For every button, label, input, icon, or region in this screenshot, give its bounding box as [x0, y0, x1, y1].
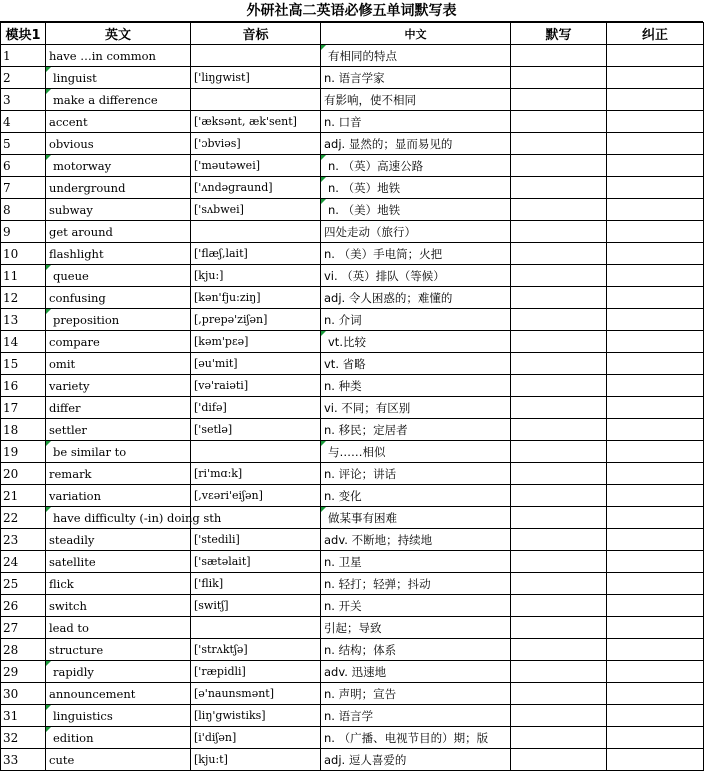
correction-cell[interactable] — [607, 595, 704, 617]
dictation-cell[interactable] — [511, 177, 607, 199]
table-row — [1, 573, 704, 595]
english-cell[interactable]: announcement — [46, 683, 191, 705]
correction-cell[interactable] — [607, 661, 704, 683]
row-number-cell[interactable]: 6 — [1, 155, 46, 177]
phonetic-cell[interactable] — [191, 441, 321, 463]
header-row — [1, 23, 704, 45]
dictation-cell[interactable] — [511, 463, 607, 485]
chinese-cell[interactable]: vt. 省略 — [321, 353, 511, 375]
table-row — [1, 419, 704, 441]
chinese-cell[interactable]: vi. 不同；有区别 — [321, 397, 511, 419]
chinese-cell[interactable]: 与……相似 — [321, 441, 511, 463]
table-row — [1, 177, 704, 199]
chinese-cell[interactable]: n. （美）地铁 — [321, 199, 511, 221]
phonetic-cell[interactable]: ['ʌndəɡraund] — [191, 177, 321, 199]
correction-cell[interactable] — [607, 67, 704, 89]
chinese-cell[interactable]: n. （英）高速公路 — [321, 155, 511, 177]
phonetic-cell[interactable]: ['ræpidli] — [191, 661, 321, 683]
phonetic-cell[interactable]: [liŋ'gwistiks] — [191, 705, 321, 727]
correction-cell[interactable] — [607, 705, 704, 727]
chinese-cell[interactable]: 有相同的特点 — [321, 45, 511, 67]
dictation-cell[interactable] — [511, 551, 607, 573]
chinese-cell[interactable]: 四处走动（旅行） — [321, 221, 511, 243]
table-row — [1, 683, 704, 705]
table-row — [1, 199, 704, 221]
row-number-cell[interactable]: 10 — [1, 243, 46, 265]
english-cell[interactable]: structure — [46, 639, 191, 661]
english-cell[interactable]: have …in common — [46, 45, 191, 67]
phonetic-cell[interactable]: ['æksənt, æk'sent] — [191, 111, 321, 133]
dictation-cell[interactable] — [511, 705, 607, 727]
correction-cell[interactable] — [607, 441, 704, 463]
correction-cell[interactable] — [607, 727, 704, 749]
row-number-cell[interactable]: 1 — [1, 45, 46, 67]
english-cell[interactable]: queue — [46, 265, 191, 287]
phonetic-cell[interactable]: ['difə] — [191, 397, 321, 419]
chinese-cell[interactable]: n. 卫星 — [321, 551, 511, 573]
row-number-cell[interactable]: 25 — [1, 573, 46, 595]
dictation-cell[interactable] — [511, 199, 607, 221]
header-module[interactable]: 模块1 — [1, 23, 46, 45]
row-number-cell[interactable]: 20 — [1, 463, 46, 485]
row-number-cell[interactable]: 22 — [1, 507, 46, 529]
phonetic-cell[interactable]: [switʃ] — [191, 595, 321, 617]
english-cell[interactable]: have difficulty (-in) doing sth — [46, 507, 191, 529]
english-cell[interactable]: underground — [46, 177, 191, 199]
correction-cell[interactable] — [607, 375, 704, 397]
chinese-cell[interactable]: n. 移民；定居者 — [321, 419, 511, 441]
chinese-cell[interactable]: n. 评论；讲话 — [321, 463, 511, 485]
row-number-cell[interactable]: 3 — [1, 89, 46, 111]
english-cell[interactable]: remark — [46, 463, 191, 485]
english-cell[interactable]: compare — [46, 331, 191, 353]
correction-cell[interactable] — [607, 199, 704, 221]
phonetic-cell[interactable] — [191, 89, 321, 111]
header-dictation[interactable]: 默写 — [511, 23, 607, 45]
table-row — [1, 287, 704, 309]
table-row — [1, 375, 704, 397]
row-number-cell[interactable]: 12 — [1, 287, 46, 309]
correction-cell[interactable] — [607, 309, 704, 331]
chinese-cell[interactable]: n. 变化 — [321, 485, 511, 507]
english-cell[interactable]: linguistics — [46, 705, 191, 727]
table-row — [1, 221, 704, 243]
chinese-cell[interactable]: n. 声明；宣告 — [321, 683, 511, 705]
table-row — [1, 463, 704, 485]
correction-cell[interactable] — [607, 639, 704, 661]
chinese-cell[interactable]: n. （广播、电视节目的）期；版 — [321, 727, 511, 749]
correction-cell[interactable] — [607, 45, 704, 67]
english-cell[interactable]: preposition — [46, 309, 191, 331]
chinese-cell[interactable]: adj. 显然的；显而易见的 — [321, 133, 511, 155]
row-number-cell[interactable]: 18 — [1, 419, 46, 441]
correction-cell[interactable] — [607, 133, 704, 155]
phonetic-cell[interactable]: ['sʌbwei] — [191, 199, 321, 221]
phonetic-cell[interactable]: ['məutəwei] — [191, 155, 321, 177]
row-number-cell[interactable]: 33 — [1, 749, 46, 771]
english-cell[interactable]: subway — [46, 199, 191, 221]
english-cell[interactable]: steadily — [46, 529, 191, 551]
table-row — [1, 639, 704, 661]
phonetic-cell[interactable]: [,vɛəri'eiʃən] — [191, 485, 321, 507]
row-number-cell[interactable]: 9 — [1, 221, 46, 243]
dictation-cell[interactable] — [511, 155, 607, 177]
row-number-cell[interactable]: 23 — [1, 529, 46, 551]
dictation-cell[interactable] — [511, 661, 607, 683]
english-cell[interactable]: accent — [46, 111, 191, 133]
english-cell[interactable]: variation — [46, 485, 191, 507]
row-number-cell[interactable]: 4 — [1, 111, 46, 133]
chinese-cell[interactable]: n. （美）手电筒；火把 — [321, 243, 511, 265]
dictation-cell[interactable] — [511, 243, 607, 265]
correction-cell[interactable] — [607, 463, 704, 485]
correction-cell[interactable] — [607, 507, 704, 529]
row-number-cell[interactable]: 19 — [1, 441, 46, 463]
phonetic-cell[interactable]: [kju:t] — [191, 749, 321, 771]
english-cell[interactable]: flashlight — [46, 243, 191, 265]
dictation-cell[interactable] — [511, 111, 607, 133]
dictation-cell[interactable] — [511, 331, 607, 353]
row-number-cell[interactable]: 8 — [1, 199, 46, 221]
english-cell[interactable]: confusing — [46, 287, 191, 309]
dictation-cell[interactable] — [511, 617, 607, 639]
correction-cell[interactable] — [607, 89, 704, 111]
chinese-cell[interactable]: n. 介词 — [321, 309, 511, 331]
table-row — [1, 551, 704, 573]
chinese-cell[interactable]: 做某事有困难 — [321, 507, 511, 529]
dictation-cell[interactable] — [511, 89, 607, 111]
dictation-cell[interactable] — [511, 309, 607, 331]
sheet-title: 外研社高二英语必修五单词默写表 — [0, 0, 703, 22]
correction-cell[interactable] — [607, 353, 704, 375]
row-number-cell[interactable]: 17 — [1, 397, 46, 419]
english-cell[interactable]: lead to — [46, 617, 191, 639]
table-row — [1, 595, 704, 617]
correction-cell[interactable] — [607, 397, 704, 419]
phonetic-cell[interactable]: ['ɔbviəs] — [191, 133, 321, 155]
phonetic-cell[interactable]: [kəm'pɛə] — [191, 331, 321, 353]
correction-cell[interactable] — [607, 419, 704, 441]
english-cell[interactable]: variety — [46, 375, 191, 397]
english-cell[interactable]: edition — [46, 727, 191, 749]
phonetic-cell[interactable]: [ə'naunsmənt] — [191, 683, 321, 705]
header-chinese[interactable]: 中文 — [321, 23, 511, 45]
english-cell[interactable]: satellite — [46, 551, 191, 573]
chinese-cell[interactable]: adv. 不断地；持续地 — [321, 529, 511, 551]
dictation-cell[interactable] — [511, 683, 607, 705]
row-number-cell[interactable]: 16 — [1, 375, 46, 397]
table-row — [1, 661, 704, 683]
phonetic-cell[interactable]: ['stedili] — [191, 529, 321, 551]
table-row — [1, 705, 704, 727]
english-cell[interactable]: rapidly — [46, 661, 191, 683]
dictation-cell[interactable] — [511, 287, 607, 309]
dictation-cell[interactable] — [511, 573, 607, 595]
dictation-cell[interactable] — [511, 749, 607, 771]
dictation-cell[interactable] — [511, 639, 607, 661]
row-number-cell[interactable]: 30 — [1, 683, 46, 705]
chinese-cell[interactable]: n. 口音 — [321, 111, 511, 133]
english-cell[interactable]: linguist — [46, 67, 191, 89]
row-number-cell[interactable]: 2 — [1, 67, 46, 89]
table-row — [1, 749, 704, 771]
row-number-cell[interactable]: 29 — [1, 661, 46, 683]
chinese-cell[interactable]: n. 语言学家 — [321, 67, 511, 89]
dictation-cell[interactable] — [511, 595, 607, 617]
phonetic-cell[interactable] — [191, 45, 321, 67]
table-row — [1, 507, 704, 529]
correction-cell[interactable] — [607, 573, 704, 595]
correction-cell[interactable] — [607, 331, 704, 353]
row-number-cell[interactable]: 15 — [1, 353, 46, 375]
correction-cell[interactable] — [607, 617, 704, 639]
header-english[interactable]: 英文 — [46, 23, 191, 45]
dictation-cell[interactable] — [511, 529, 607, 551]
dictation-cell[interactable] — [511, 67, 607, 89]
table-row — [1, 309, 704, 331]
correction-cell[interactable] — [607, 529, 704, 551]
table-row — [1, 89, 704, 111]
english-cell[interactable]: differ — [46, 397, 191, 419]
row-number-cell[interactable]: 11 — [1, 265, 46, 287]
phonetic-cell[interactable]: ['setlə] — [191, 419, 321, 441]
english-cell[interactable]: switch — [46, 595, 191, 617]
phonetic-cell[interactable]: [kju:] — [191, 265, 321, 287]
dictation-cell[interactable] — [511, 727, 607, 749]
chinese-cell[interactable]: n. 语言学 — [321, 705, 511, 727]
dictation-cell[interactable] — [511, 133, 607, 155]
row-number-cell[interactable]: 24 — [1, 551, 46, 573]
chinese-cell[interactable]: n. （英）地铁 — [321, 177, 511, 199]
phonetic-cell[interactable]: [və'raiəti] — [191, 375, 321, 397]
table-row — [1, 441, 704, 463]
correction-cell[interactable] — [607, 177, 704, 199]
phonetic-cell[interactable]: ['flik] — [191, 573, 321, 595]
phonetic-cell[interactable] — [191, 221, 321, 243]
dictation-cell[interactable] — [511, 441, 607, 463]
dictation-cell[interactable] — [511, 221, 607, 243]
phonetic-cell[interactable]: [i'diʃən] — [191, 727, 321, 749]
dictation-cell[interactable] — [511, 507, 607, 529]
correction-cell[interactable] — [607, 265, 704, 287]
chinese-cell[interactable]: 引起；导致 — [321, 617, 511, 639]
table-row — [1, 67, 704, 89]
phonetic-cell[interactable]: [əu'mit] — [191, 353, 321, 375]
dictation-cell[interactable] — [511, 419, 607, 441]
header-correction[interactable]: 纠正 — [607, 23, 704, 45]
correction-cell[interactable] — [607, 111, 704, 133]
chinese-cell[interactable]: n. 种类 — [321, 375, 511, 397]
correction-cell[interactable] — [607, 221, 704, 243]
chinese-cell[interactable]: 有影响，使不相同 — [321, 89, 511, 111]
english-cell[interactable]: get around — [46, 221, 191, 243]
dictation-cell[interactable] — [511, 45, 607, 67]
table-row — [1, 331, 704, 353]
correction-cell[interactable] — [607, 155, 704, 177]
english-cell[interactable]: omit — [46, 353, 191, 375]
dictation-cell[interactable] — [511, 353, 607, 375]
correction-cell[interactable] — [607, 485, 704, 507]
dictation-cell[interactable] — [511, 265, 607, 287]
row-number-cell[interactable]: 31 — [1, 705, 46, 727]
table-row — [1, 265, 704, 287]
english-cell[interactable]: flick — [46, 573, 191, 595]
table-row — [1, 45, 704, 67]
chinese-cell[interactable]: n. 结构；体系 — [321, 639, 511, 661]
table-row — [1, 111, 704, 133]
row-number-cell[interactable]: 32 — [1, 727, 46, 749]
correction-cell[interactable] — [607, 551, 704, 573]
table-row — [1, 485, 704, 507]
english-cell[interactable]: motorway — [46, 155, 191, 177]
chinese-cell[interactable]: vt.比较 — [321, 331, 511, 353]
phonetic-cell[interactable]: ['sætəlait] — [191, 551, 321, 573]
row-number-cell[interactable]: 27 — [1, 617, 46, 639]
table-row — [1, 133, 704, 155]
row-number-cell[interactable]: 28 — [1, 639, 46, 661]
english-cell[interactable]: cute — [46, 749, 191, 771]
phonetic-cell[interactable]: ['flæʃ,lait] — [191, 243, 321, 265]
row-number-cell[interactable]: 13 — [1, 309, 46, 331]
chinese-cell[interactable]: n. 轻打；轻弹；抖动 — [321, 573, 511, 595]
chinese-cell[interactable]: n. 开关 — [321, 595, 511, 617]
row-number-cell[interactable]: 14 — [1, 331, 46, 353]
english-cell[interactable]: make a difference — [46, 89, 191, 111]
correction-cell[interactable] — [607, 749, 704, 771]
row-number-cell[interactable]: 7 — [1, 177, 46, 199]
phonetic-cell[interactable]: [,prepə'ziʃən] — [191, 309, 321, 331]
phonetic-cell[interactable] — [191, 617, 321, 639]
chinese-cell[interactable]: adv. 迅速地 — [321, 661, 511, 683]
chinese-cell[interactable]: vi. （英）排队（等候） — [321, 265, 511, 287]
table-row — [1, 529, 704, 551]
table-row — [1, 617, 704, 639]
row-number-cell[interactable]: 21 — [1, 485, 46, 507]
table-row — [1, 353, 704, 375]
english-cell[interactable]: be similar to — [46, 441, 191, 463]
correction-cell[interactable] — [607, 243, 704, 265]
english-cell[interactable]: settler — [46, 419, 191, 441]
dictation-cell[interactable] — [511, 375, 607, 397]
chinese-cell[interactable]: adj. 逗人喜爱的 — [321, 749, 511, 771]
correction-cell[interactable] — [607, 287, 704, 309]
vocabulary-table — [0, 22, 704, 771]
table-row — [1, 397, 704, 419]
table-row — [1, 727, 704, 749]
phonetic-cell[interactable] — [191, 507, 321, 529]
phonetic-cell[interactable]: [ri'mɑ:k] — [191, 463, 321, 485]
chinese-cell[interactable]: adj. 令人困惑的；难懂的 — [321, 287, 511, 309]
correction-cell[interactable] — [607, 683, 704, 705]
table-row — [1, 155, 704, 177]
row-number-cell[interactable]: 5 — [1, 133, 46, 155]
phonetic-cell[interactable]: [kən'fju:ziŋ] — [191, 287, 321, 309]
phonetic-cell[interactable]: ['strʌktʃə] — [191, 639, 321, 661]
table-row — [1, 243, 704, 265]
header-phonetic[interactable]: 音标 — [191, 23, 321, 45]
dictation-cell[interactable] — [511, 485, 607, 507]
phonetic-cell[interactable]: ['liŋɡwist] — [191, 67, 321, 89]
dictation-cell[interactable] — [511, 397, 607, 419]
english-cell[interactable]: obvious — [46, 133, 191, 155]
row-number-cell[interactable]: 26 — [1, 595, 46, 617]
